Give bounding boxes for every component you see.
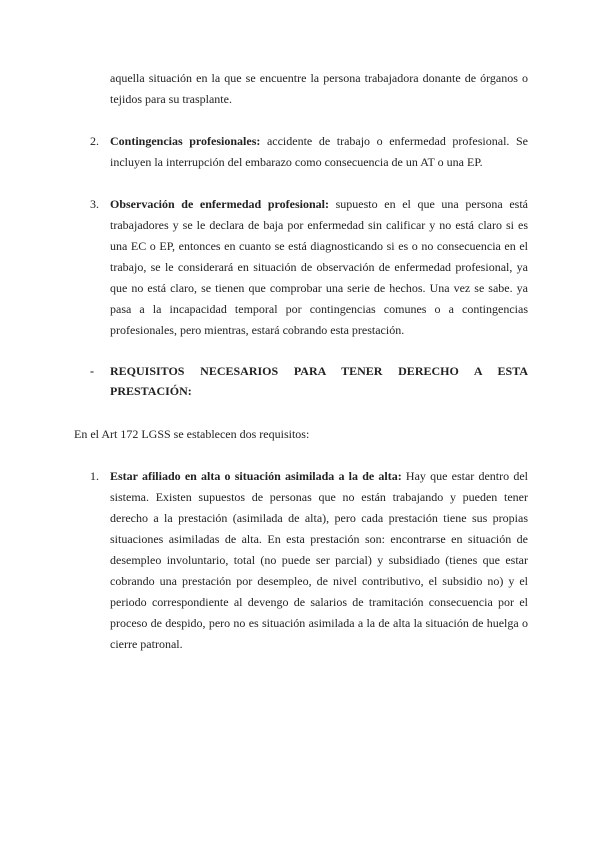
list-number-req-1: 1.	[90, 469, 99, 483]
list-number-2: 2.	[90, 134, 99, 148]
intro-paragraph: En el Art 172 LGSS se establecen dos requisitos:	[74, 427, 310, 441]
heading-bullet: -	[90, 364, 94, 378]
section-heading: REQUISITOS NECESARIOS PARA TENER DERECHO A ESTA PRESTACIÓN:	[110, 364, 528, 398]
list-number-3: 3.	[90, 197, 99, 211]
text-afiliado: Hay que estar dentro del sistema. Existen supuestos de personas que no están trabajando y pueden tener derecho a la prestación (asimilada de alta), pero cada prestación tiene sus propias situaciones asimiladas de alta. En esta prestación son: encontrarse en situación de desempleo involuntario, total (no puede ser parcial) y subsidiado (tienes que estar cobrando una prestación por desempleo, de nivel contributivo, el subsidio no) y el periodo correspondiente al devengo de salarios de tramitación consecuencia por el proceso de despido, pero no es situación asimilada a la de alta la situación de huelga o cierre patronal.	[110, 469, 528, 651]
term-observacion: Observación de enfermedad profesional:	[110, 197, 329, 211]
continuation-paragraph: aquella situación en la que se encuentre la persona trabajadora donante de órganos o tejidos para su trasplante.	[110, 71, 528, 106]
text-observacion: supuesto en el que una persona está trabajadores y se le declara de baja por enfermedad sin calificar y no está claro si es una EC o EP, entonces en cuanto se está diagnosticando si es o no consecuencia en el trabajo, se le considerará en situación de observación de enfermedad profesional, ya que no está claro, se tienen que comprobar una serie de hechos. Una vez se sabe. ya pasa a la incapacidad temporal por contingencias comunes o a contingencias profesionales, pero mientras, estará cobrando esta prestación.	[110, 197, 528, 337]
text-contingencias: accidente de trabajo o enfermedad profesional. Se incluyen la interrupción del embarazo como consecuencia de un AT o una EP.	[110, 134, 528, 169]
list-item-observacion	[110, 194, 528, 341]
term-contingencias: Contingencias profesionales:	[110, 134, 261, 148]
list-item-afiliado	[110, 466, 528, 655]
term-afiliado: Estar afiliado en alta o situación asimilada a la de alta:	[110, 469, 402, 483]
list-item-contingencias	[110, 131, 528, 173]
